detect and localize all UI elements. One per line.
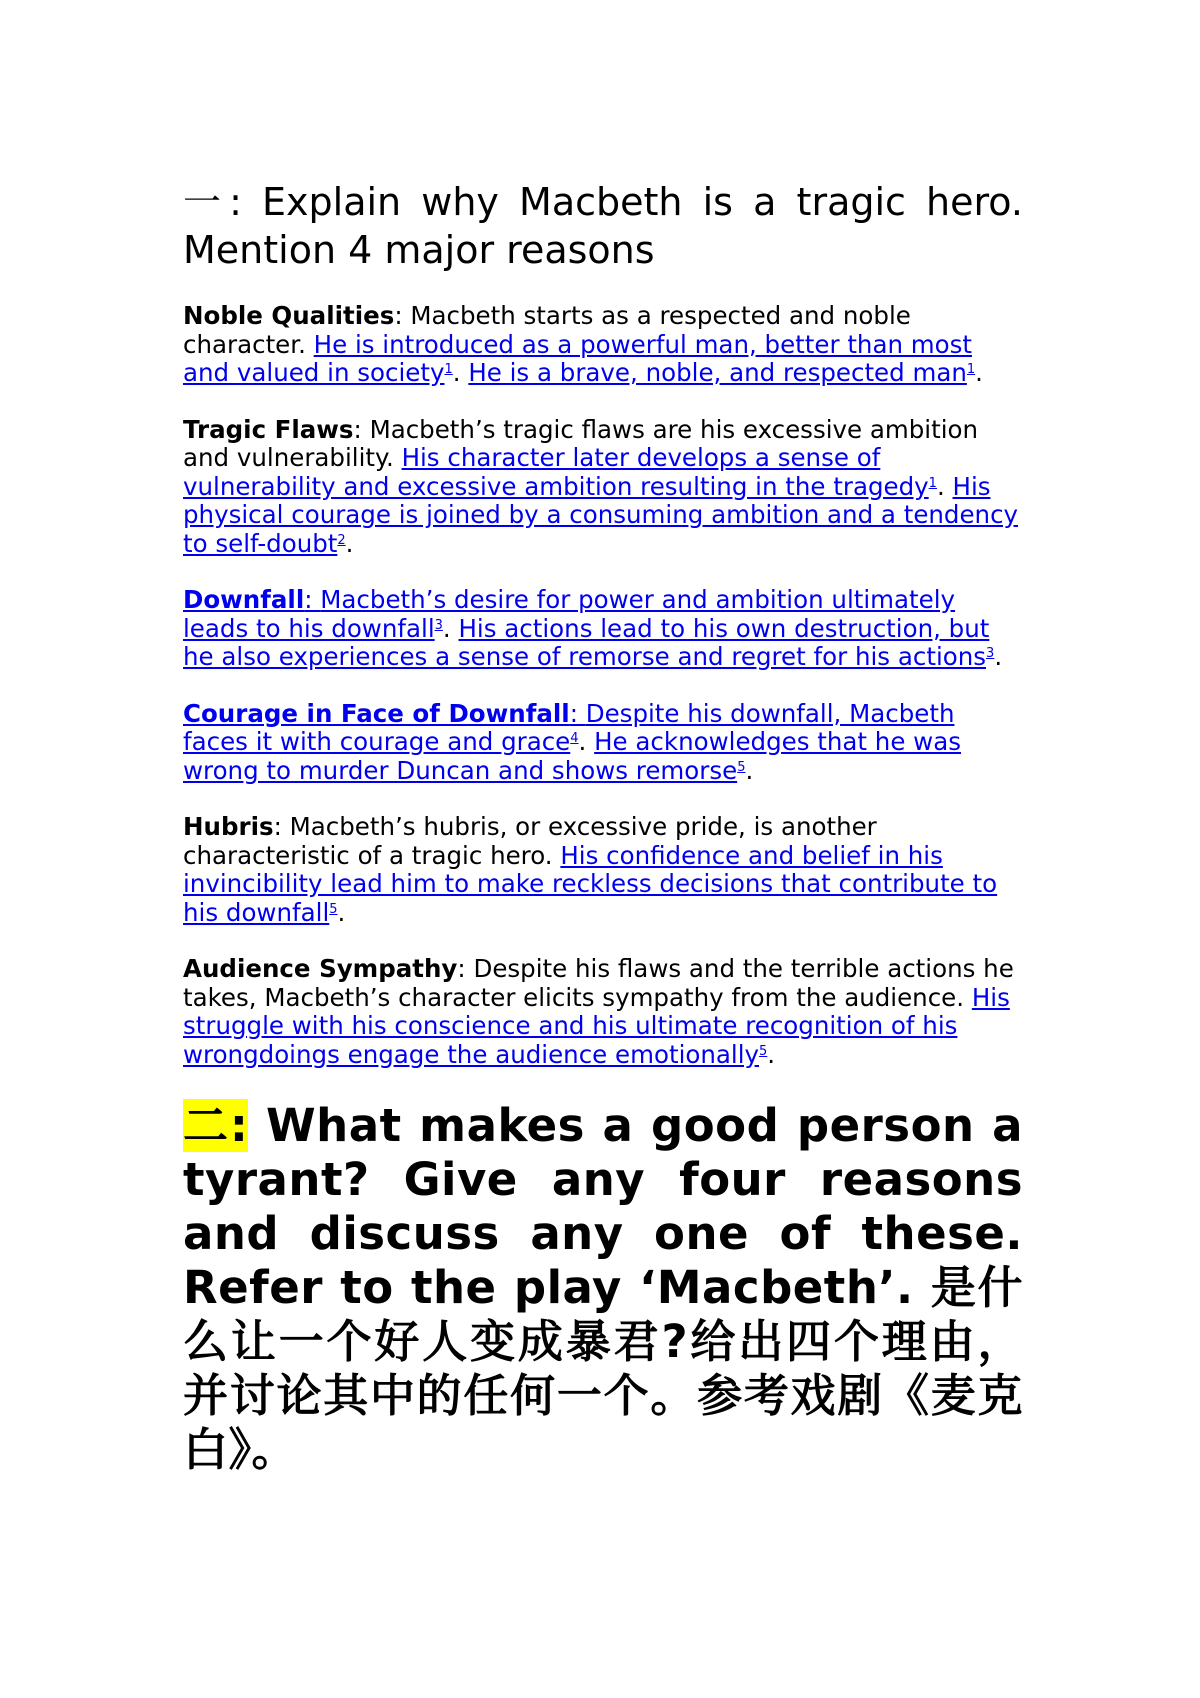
- citation-link[interactable]: He is introduced as a powerful man, better than most and valued in society: [183, 329, 973, 387]
- footnote-ref[interactable]: 5: [329, 901, 338, 917]
- citation-link[interactable]: His struggle with his conscience and his ultimate recognition of his wrongdoings engage the audience emotionally: [183, 982, 1010, 1069]
- question-number: 一: [183, 180, 230, 224]
- citation-link[interactable]: He acknowledges that he was wrong to murder Duncan and shows remorse: [183, 727, 961, 785]
- footnote-ref[interactable]: 1: [444, 362, 453, 377]
- citation-link[interactable]: Macbeth’s desire for power and ambition ultimately leads to his downfall: [183, 585, 956, 643]
- citation-link[interactable]: He is a brave, noble, and respected man: [468, 358, 967, 387]
- section-label: Noble Qualities: [183, 301, 395, 330]
- question-two-heading: [183, 1099, 1023, 1477]
- section-label-link[interactable]: Courage in Face of Downfall: [183, 698, 570, 728]
- question-one-heading: 一: Explain why Macbeth is a tragic hero. Mention 4 major reasons: [183, 180, 1023, 272]
- question-text: What makes a good person a tyrant? Give any four reasons and discuss any one of these. Refer to the play ‘Macbeth’. 是什么让一个好人变成暴君?给出四个理由，并讨论其中的任何一个。参考戏剧《麦克白》。: [183, 1099, 1023, 1476]
- section-tragic-flaws: Tragic Flaws: Macbeth’s tragic flaws are his excessive ambition and vulnerability. His character later develops a sense of vulnerability and excessive ambition resulting in the tragedy$^1$. His physical courage is joined by a consuming ambition and a tendency to self-doubt$^2$.: [183, 414, 1019, 558]
- section-label: Tragic Flaws: [183, 414, 354, 444]
- citation-link[interactable]: His character later develops a sense of vulnerability and excessive ambition resulting in the tragedy: [183, 443, 929, 501]
- footnote-ref[interactable]: 3: [986, 646, 995, 661]
- document-page: [183, 178, 1023, 1477]
- footnote-ref[interactable]: 2: [337, 532, 346, 548]
- footnote-ref[interactable]: 3: [434, 617, 443, 633]
- highlighted-question-number: 二:: [183, 1099, 249, 1152]
- footnote-ref[interactable]: 1: [966, 362, 976, 377]
- section-label: Audience Sympathy: [183, 954, 458, 983]
- section-courage: Courage in Face of Downfall: Despite his downfall, Macbeth faces it with courage and grace$^4$. He acknowledges that he was wrong to murder Duncan and shows remorse$^5$.: [183, 698, 961, 785]
- footnote-ref[interactable]: 1: [928, 475, 937, 491]
- section-downfall: Downfall: Macbeth’s desire for power and ambition ultimately leads to his downfall$^3$. His actions lead to his own destruction, but he also experiences a sense of remorse and regret for his actions$^3$.: [183, 585, 1003, 671]
- footnote-ref[interactable]: 4: [570, 731, 579, 746]
- footnote-ref[interactable]: 5: [759, 1043, 768, 1059]
- section-label: Hubris: [183, 812, 274, 841]
- section-noble-qualities: Noble Qualities: Macbeth starts as a respected and noble character. He is introduced as a powerful man, better than most and valued in society$^1$. He is a brave, noble, and respected man$^1$.: [183, 301, 983, 387]
- section-audience-sympathy: Audience Sympathy: Despite his flaws and the terrible actions he takes, Macbeth’s character elicits sympathy from the audience. His struggle with his conscience and his ultimate recognition of his wrongdoings engage the audience emotionally$^5$.: [183, 954, 1014, 1069]
- citation-link[interactable]: His confidence and belief in his invincibility lead him to make reckless decisions that contribute to his downfall: [183, 840, 998, 927]
- citation-link[interactable]: His actions lead to his own destruction, but he also experiences a sense of remorse and regret for his actions: [183, 613, 990, 671]
- citation-link[interactable]: His physical courage is joined by a consuming ambition and a tendency to self-doubt: [183, 471, 1019, 558]
- section-label-link[interactable]: Downfall: [183, 585, 305, 614]
- citation-link[interactable]: Despite his downfall, Macbeth faces it with courage and grace: [183, 698, 955, 756]
- question-text: Explain why Macbeth is a tragic hero. Mention 4 major reasons: [183, 180, 1023, 272]
- section-hubris: Hubris: Macbeth’s hubris, or excessive pride, is another characteristic of a tragic hero. His confidence and belief in his invincibility lead him to make reckless decisions that contribute to his downfall$^5$.: [183, 812, 998, 927]
- footnote-ref[interactable]: 5: [737, 759, 746, 775]
